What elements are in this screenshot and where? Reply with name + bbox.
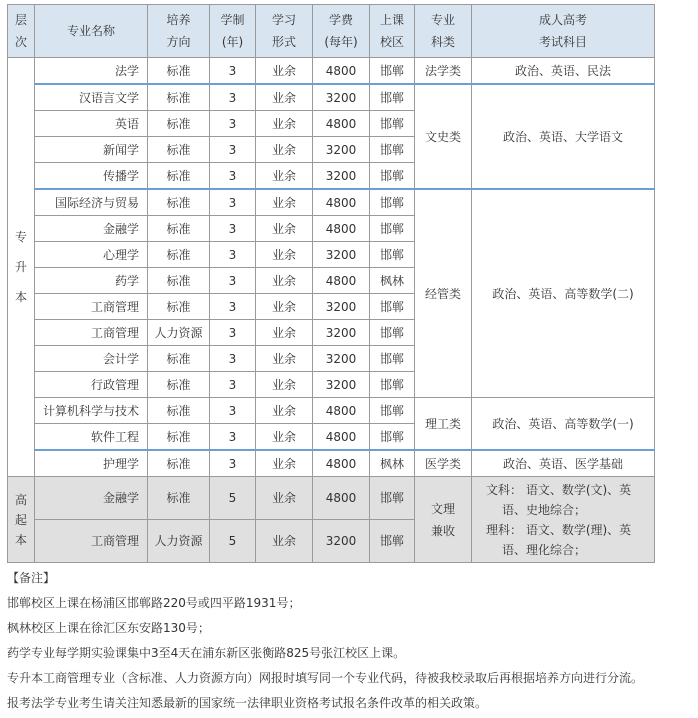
direction-cell: 标准: [148, 163, 210, 190]
category-cell: 经管类: [415, 189, 472, 398]
table-row: [8, 398, 655, 424]
duration-cell: 3: [210, 242, 256, 268]
table-row: [8, 84, 655, 111]
exam-subjects-line: 文科： 语文、数学(文)、英: [486, 482, 632, 497]
campus-cell: 邯郸: [370, 520, 415, 563]
fee-cell: 4800: [313, 216, 370, 242]
direction-cell: 标准: [148, 58, 210, 85]
duration-cell: 3: [210, 111, 256, 137]
header-exam: 成人高考 考试科目: [472, 5, 655, 58]
major-name: 护理学: [35, 450, 148, 477]
duration-cell: 3: [210, 294, 256, 320]
study-form-cell: 业余: [256, 320, 313, 346]
campus-cell: 邯郸: [370, 372, 415, 398]
header-major: 专业名称: [35, 5, 148, 58]
header-direction: 培养 方向: [148, 5, 210, 58]
campus-cell: 邯郸: [370, 58, 415, 85]
table-row: [8, 58, 655, 85]
direction-cell: 标准: [148, 294, 210, 320]
study-form-cell: 业余: [256, 520, 313, 563]
header-study-form: 学习 形式: [256, 5, 313, 58]
campus-cell: 邯郸: [370, 346, 415, 372]
direction-cell: 标准: [148, 242, 210, 268]
header-duration: 学制 (年): [210, 5, 256, 58]
duration-cell: 3: [210, 398, 256, 424]
major-name: 国际经济与贸易: [35, 189, 148, 216]
duration-cell: 3: [210, 84, 256, 111]
exam-subjects-cell: [472, 477, 655, 563]
direction-cell: 标准: [148, 137, 210, 163]
duration-cell: 3: [210, 268, 256, 294]
direction-cell: 标准: [148, 216, 210, 242]
level-gqb: 高 起 本: [8, 477, 35, 563]
fee-cell: 4800: [313, 111, 370, 137]
major-name: 金融学: [35, 477, 148, 520]
header-campus: 上课 校区: [370, 5, 415, 58]
program-table: [7, 4, 655, 563]
major-name: 传播学: [35, 163, 148, 190]
exam-subjects-cell: 政治、英语、民法: [472, 58, 655, 85]
exam-subjects-line: 语、史地综合；: [502, 502, 587, 517]
direction-cell: 标准: [148, 477, 210, 520]
campus-cell: 邯郸: [370, 163, 415, 190]
duration-cell: 3: [210, 320, 256, 346]
duration-cell: 5: [210, 477, 256, 520]
major-name: 金融学: [35, 216, 148, 242]
fee-cell: 3200: [313, 320, 370, 346]
direction-cell: 标准: [148, 398, 210, 424]
direction-cell: 标准: [148, 424, 210, 451]
campus-cell: 枫林: [370, 268, 415, 294]
campus-cell: 邯郸: [370, 294, 415, 320]
fee-cell: 3200: [313, 137, 370, 163]
exam-subjects-cell: 政治、英语、大学语文: [472, 84, 655, 189]
duration-cell: 3: [210, 372, 256, 398]
fee-cell: 4800: [313, 450, 370, 477]
campus-cell: 邯郸: [370, 111, 415, 137]
exam-subjects-line: 语、理化综合；: [502, 542, 587, 557]
duration-cell: 3: [210, 450, 256, 477]
study-form-cell: 业余: [256, 424, 313, 451]
study-form-cell: 业余: [256, 450, 313, 477]
category-cell: 法学类: [415, 58, 472, 85]
duration-cell: 3: [210, 137, 256, 163]
fee-cell: 4800: [313, 189, 370, 216]
direction-cell: 标准: [148, 189, 210, 216]
study-form-cell: 业余: [256, 372, 313, 398]
major-name: 软件工程: [35, 424, 148, 451]
category-cell: 医学类: [415, 450, 472, 477]
fee-cell: 4800: [313, 477, 370, 520]
note-line: 药学专业每学期实验课集中3至4天在浦东新区张衡路825号张江校区上课。: [7, 646, 406, 660]
fee-cell: 4800: [313, 268, 370, 294]
fee-cell: 3200: [313, 84, 370, 111]
category-cell: 文理 兼收: [415, 477, 472, 563]
direction-cell: 人力资源: [148, 520, 210, 563]
study-form-cell: 业余: [256, 398, 313, 424]
study-form-cell: 业余: [256, 189, 313, 216]
duration-cell: 3: [210, 58, 256, 85]
header-fee: 学费 (每年): [313, 5, 370, 58]
fee-cell: 3200: [313, 242, 370, 268]
category-cell: 理工类: [415, 398, 472, 451]
direction-cell: 标准: [148, 372, 210, 398]
notes-title: 【备注】: [7, 571, 56, 585]
study-form-cell: 业余: [256, 163, 313, 190]
study-form-cell: 业余: [256, 111, 313, 137]
duration-cell: 3: [210, 163, 256, 190]
notes-section: [7, 566, 697, 716]
fee-cell: 4800: [313, 58, 370, 85]
table-header-row: [8, 5, 655, 58]
header-category: 专业 科类: [415, 5, 472, 58]
direction-cell: 标准: [148, 450, 210, 477]
study-form-cell: 业余: [256, 216, 313, 242]
campus-cell: 邯郸: [370, 84, 415, 111]
table-row: [8, 189, 655, 216]
direction-cell: 标准: [148, 346, 210, 372]
major-name: 新闻学: [35, 137, 148, 163]
table-row: [8, 477, 655, 520]
exam-subjects-cell: 政治、英语、医学基础: [472, 450, 655, 477]
study-form-cell: 业余: [256, 294, 313, 320]
major-name: 工商管理: [35, 294, 148, 320]
fee-cell: 4800: [313, 398, 370, 424]
direction-cell: 人力资源: [148, 320, 210, 346]
duration-cell: 3: [210, 189, 256, 216]
campus-cell: 邯郸: [370, 137, 415, 163]
direction-cell: 标准: [148, 111, 210, 137]
campus-cell: 枫林: [370, 450, 415, 477]
major-name: 计算机科学与技术: [35, 398, 148, 424]
major-name: 工商管理: [35, 520, 148, 563]
fee-cell: 3200: [313, 372, 370, 398]
direction-cell: 标准: [148, 84, 210, 111]
study-form-cell: 业余: [256, 58, 313, 85]
category-cell: 文史类: [415, 84, 472, 189]
duration-cell: 3: [210, 216, 256, 242]
fee-cell: 3200: [313, 520, 370, 563]
duration-cell: 5: [210, 520, 256, 563]
study-form-cell: 业余: [256, 84, 313, 111]
major-name: 法学: [35, 58, 148, 85]
fee-cell: 4800: [313, 424, 370, 451]
fee-cell: 3200: [313, 163, 370, 190]
major-name: 汉语言文学: [35, 84, 148, 111]
note-line: 报考法学专业考生请关注知悉最新的国家统一法律职业资格考试报名条件改革的相关政策。: [7, 696, 488, 710]
header-level: 层 次: [8, 5, 35, 58]
major-name: 行政管理: [35, 372, 148, 398]
duration-cell: 3: [210, 346, 256, 372]
exam-subjects-cell: 政治、英语、高等数学(一): [472, 398, 655, 451]
campus-cell: 邯郸: [370, 320, 415, 346]
major-name: 药学: [35, 268, 148, 294]
major-name: 英语: [35, 111, 148, 137]
note-line: 枫林校区上课在徐汇区东安路130号；: [7, 621, 210, 635]
campus-cell: 邯郸: [370, 189, 415, 216]
study-form-cell: 业余: [256, 268, 313, 294]
campus-cell: 邯郸: [370, 398, 415, 424]
table-row: [8, 450, 655, 477]
duration-cell: 3: [210, 424, 256, 451]
study-form-cell: 业余: [256, 137, 313, 163]
level-zsb: 专 升 本: [8, 58, 35, 477]
major-name: 会计学: [35, 346, 148, 372]
note-line: 邯郸校区上课在杨浦区邯郸路220号或四平路1931号；: [7, 596, 301, 610]
exam-subjects-line: 理科： 语文、数学(理)、英: [486, 522, 632, 537]
campus-cell: 邯郸: [370, 424, 415, 451]
campus-cell: 邯郸: [370, 477, 415, 520]
note-line: 专升本工商管理专业（含标准、人力资源方向）网报时填写同一个专业代码，待被我校录取后再根据培养方向进行分流。: [7, 671, 644, 685]
direction-cell: 标准: [148, 268, 210, 294]
fee-cell: 3200: [313, 346, 370, 372]
study-form-cell: 业余: [256, 346, 313, 372]
fee-cell: 3200: [313, 294, 370, 320]
major-name: 心理学: [35, 242, 148, 268]
study-form-cell: 业余: [256, 242, 313, 268]
study-form-cell: 业余: [256, 477, 313, 520]
exam-subjects-cell: 政治、英语、高等数学(二): [472, 189, 655, 398]
campus-cell: 邯郸: [370, 216, 415, 242]
major-name: 工商管理: [35, 320, 148, 346]
campus-cell: 邯郸: [370, 242, 415, 268]
